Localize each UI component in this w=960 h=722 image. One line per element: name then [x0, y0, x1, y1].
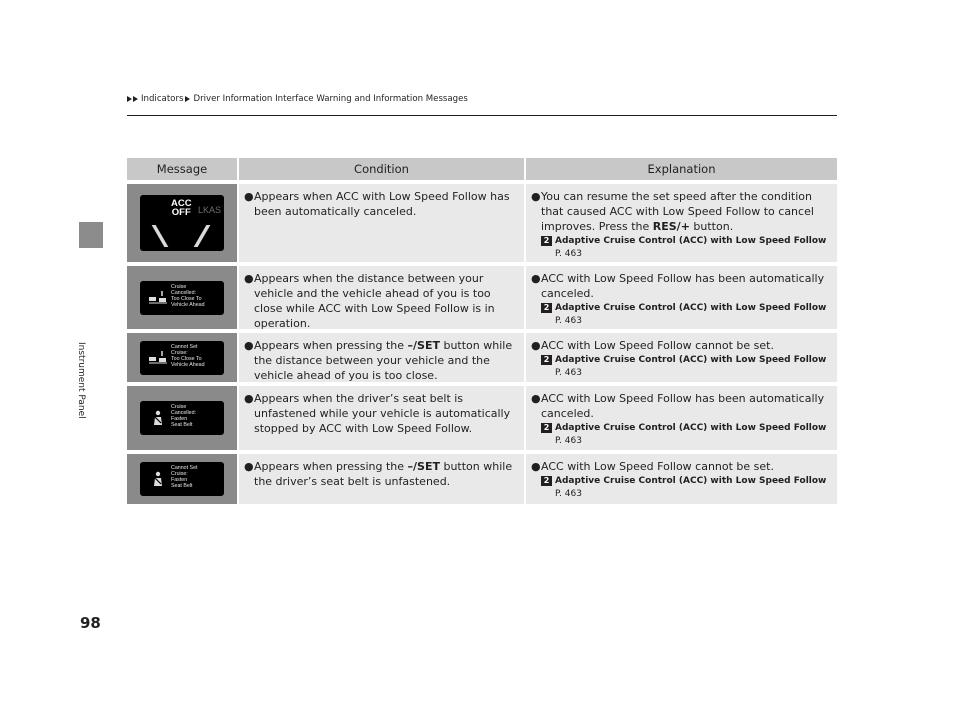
cross-reference-link[interactable]: 2 Adaptive Cruise Control (ACC) with Low Speed Follow P. 463: [541, 422, 833, 448]
table-row: [127, 184, 837, 262]
reference-arrow-icon: 2: [541, 303, 552, 313]
page-number: 98: [80, 614, 101, 632]
breadcrumb-arrow-icon: [133, 96, 138, 102]
cannot-set-cruise-display: [140, 341, 224, 375]
cross-reference-link[interactable]: 2 Adaptive Cruise Control (ACC) with Low Speed Follow P. 463: [541, 235, 833, 261]
message-cell: [127, 184, 237, 262]
seat-belt-icon: [148, 471, 168, 487]
acc-off-display: [140, 195, 224, 251]
header-explanation: Explanation: [524, 158, 837, 180]
condition-text: Appears when pressing the –/SET button while the distance between your vehicle and the vehicle ahead of you is too close.: [254, 339, 513, 382]
seat-belt-icon: [148, 410, 168, 426]
explanation-text: ACC with Low Speed Follow has been automatically canceled.: [541, 272, 825, 300]
condition-cell: ● Appears when ACC with Low Speed Follow has been automatically canceled.: [237, 184, 524, 262]
lane-lines-icon: [194, 225, 211, 247]
cross-reference-link[interactable]: 2 Adaptive Cruise Control (ACC) with Low Speed Follow P. 463: [541, 302, 833, 328]
table-header: [127, 158, 837, 180]
table-row: [127, 266, 837, 329]
section-tab-marker: [79, 222, 103, 248]
cruise-cancelled-seatbelt-display: [140, 401, 224, 435]
explanation-cell: ● ACC with Low Speed Follow has been automatically canceled. 2 Adaptive Cruise Control (ACC) with Low Speed Follow P. 463: [524, 386, 837, 450]
vehicle-ahead-icon: [148, 350, 168, 366]
breadcrumb-item[interactable]: Indicators: [141, 94, 184, 104]
messages-table: [127, 158, 837, 504]
table-row: [127, 386, 837, 450]
reference-arrow-icon: 2: [541, 476, 552, 486]
message-cell: [127, 386, 237, 450]
breadcrumb-arrow-icon: [127, 96, 132, 102]
reference-arrow-icon: 2: [541, 423, 552, 433]
condition-cell: ● Appears when the driver’s seat belt is unfastened while your vehicle is automatically stopped by ACC with Low Speed Follow.: [237, 386, 524, 450]
condition-cell: ● Appears when pressing the –/SET button while the driver’s seat belt is unfastened.: [237, 454, 524, 504]
condition-text: Appears when the distance between your vehicle and the vehicle ahead of you is too close while ACC with Low Speed Follow is in operation.: [254, 272, 495, 330]
explanation-cell: ● ACC with Low Speed Follow cannot be set. 2 Adaptive Cruise Control (ACC) with Low Speed Follow P. 463: [524, 333, 837, 382]
lkas-text: LKAS: [198, 205, 222, 215]
header-message: Message: [156, 162, 208, 176]
explanation-text: ACC with Low Speed Follow has been automatically canceled.: [541, 392, 825, 420]
explanation-cell: ● You can resume the set speed after the condition that caused ACC with Low Speed Follow to cancel improves. Press the RES/+ button. 2 Adaptive Cruise Control (ACC) with Low Speed Follow P. 463: [524, 184, 837, 262]
explanation-text: ACC with Low Speed Follow cannot be set.: [541, 339, 774, 352]
acc-off-text: ACC OFF: [171, 198, 192, 218]
cross-reference-link[interactable]: 2 Adaptive Cruise Control (ACC) with Low Speed Follow P. 463: [541, 475, 833, 501]
header-condition: Condition: [237, 158, 524, 180]
explanation-text: You can resume the set speed after the condition that caused ACC with Low Speed Follow to cancel improves. Press the RES/+ button.: [541, 190, 814, 233]
condition-text: Appears when the driver’s seat belt is unfastened while your vehicle is automatically stopped by ACC with Low Speed Follow.: [254, 392, 511, 435]
table-row: [127, 454, 837, 504]
header-rule: [127, 115, 837, 116]
breadcrumb-item[interactable]: Driver Information Interface Warning and Information Messages: [193, 94, 468, 104]
lane-lines-icon: [152, 225, 169, 247]
display-message: Cannot Set Cruise: Fasten Seat Belt: [171, 465, 198, 489]
reference-arrow-icon: 2: [541, 355, 552, 365]
message-cell: [127, 454, 237, 504]
condition-text: Appears when pressing the –/SET button while the driver’s seat belt is unfastened.: [254, 460, 513, 488]
condition-text: Appears when ACC with Low Speed Follow has been automatically canceled.: [254, 190, 510, 218]
section-label: Instrument Panel: [76, 342, 86, 419]
cross-reference-link[interactable]: 2 Adaptive Cruise Control (ACC) with Low Speed Follow P. 463: [541, 354, 833, 380]
display-message: Cruise Cancelled: Fasten Seat Belt: [171, 404, 197, 428]
explanation-text: ACC with Low Speed Follow cannot be set.: [541, 460, 774, 473]
breadcrumb: [127, 94, 468, 104]
vehicle-ahead-icon: [148, 290, 168, 306]
explanation-cell: ● ACC with Low Speed Follow cannot be set. 2 Adaptive Cruise Control (ACC) with Low Speed Follow P. 463: [524, 454, 837, 504]
breadcrumb-arrow-icon: [185, 96, 190, 102]
table-row: [127, 333, 837, 382]
condition-cell: ● Appears when the distance between your vehicle and the vehicle ahead of you is too close while ACC with Low Speed Follow is in operation.: [237, 266, 524, 329]
display-message: Cruise Cancelled: Too Close To Vehicle Ahead: [171, 283, 205, 308]
display-message: Cannot Set Cruise: Too Close To Vehicle Ahead: [171, 343, 205, 368]
message-cell: [127, 333, 237, 382]
cannot-set-cruise-seatbelt-display: [140, 462, 224, 496]
condition-cell: ● Appears when pressing the –/SET button while the distance between your vehicle and the vehicle ahead of you is too close.: [237, 333, 524, 382]
explanation-cell: ● ACC with Low Speed Follow has been automatically canceled. 2 Adaptive Cruise Control (ACC) with Low Speed Follow P. 463: [524, 266, 837, 329]
cruise-cancelled-display: [140, 281, 224, 315]
reference-arrow-icon: 2: [541, 236, 552, 246]
message-cell: [127, 266, 237, 329]
